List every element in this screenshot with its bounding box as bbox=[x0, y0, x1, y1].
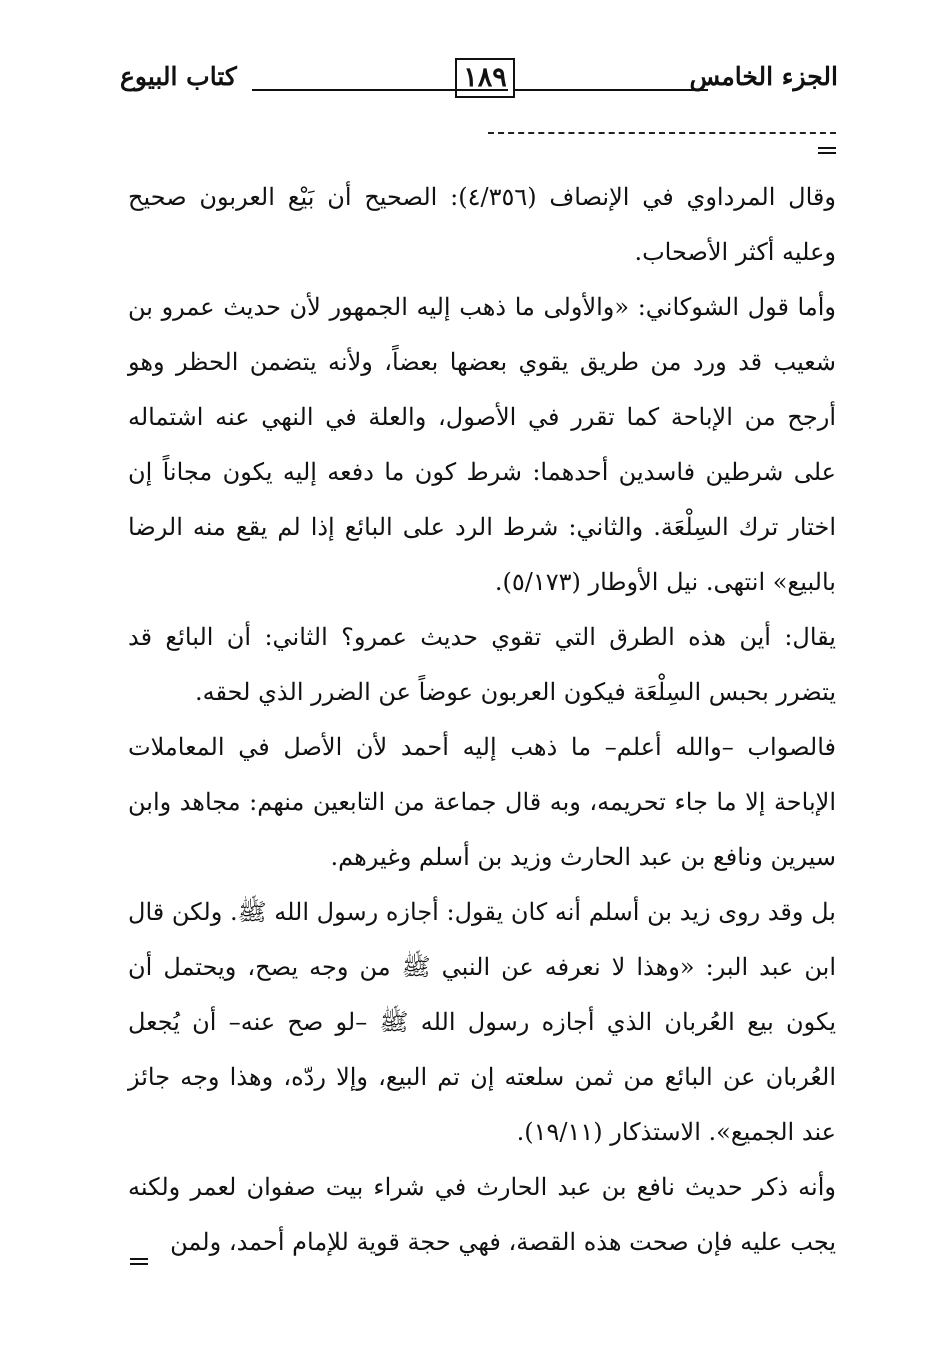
page-number: ١٨٩ bbox=[463, 62, 507, 93]
header-part-title: الجزء الخامس bbox=[689, 62, 838, 91]
paragraph: فالصواب –والله أعلم– ما ذهب إليه أحمد لأن الأصل في المعاملات الإباحة إلا ما جاء تحريمه، وبه قال جماعة من التابعين منهم: مجاهد وابن سيرين ونافع بن عبد الحارث وزيد بن أسلم وغيرهم. bbox=[128, 733, 836, 871]
paragraph: وأنه ذكر حديث نافع بن عبد الحارث في شراء بيت صفوان لعمر ولكنه يجب عليه فإن صحت هذه القصة، فهي حجة قوية للإمام أحمد، ولمن bbox=[128, 1173, 836, 1256]
paragraph: يقال: أين هذه الطرق التي تقوي حديث عمرو؟ الثاني: أن البائع قد يتضرر بحبس السِلْعَة فيكون العربون عوضاً عن الضرر الذي لحقه. bbox=[128, 623, 836, 706]
header-book-title: كتاب البيوع bbox=[120, 62, 237, 91]
page-number-box bbox=[455, 58, 515, 98]
paragraph: بل وقد روى زيد بن أسلم أنه كان يقول: أجازه رسول الله ﷺ. ولكن قال ابن عبد البر: «وهذا لا نعرفه عن النبي ﷺ من وجه يصح، ويحتمل أن يكون بيع العُربان الذي أجازه رسول الله ﷺ –لو صح عنه– أن يُجعل العُربان عن البائع من ثمن سلعته إن تم البيع، وإلا ردّه، وهذا وجه جائز عند الجميع». الاستذكار (١٩/١١). bbox=[128, 898, 836, 1146]
header-rule-left bbox=[252, 89, 508, 91]
bottom-double-rule-mark bbox=[130, 1258, 148, 1265]
header-rule-right bbox=[515, 89, 708, 91]
paragraph: وقال المرداوي في الإنصاف (٤/٣٥٦): الصحيح أن بَيْع العربون صحيح وعليه أكثر الأصحاب. bbox=[128, 183, 836, 266]
separator-dashed-rule bbox=[488, 132, 836, 134]
page-body-text bbox=[128, 170, 836, 1270]
top-double-rule-mark bbox=[818, 147, 836, 154]
paragraph: وأما قول الشوكاني: «والأولى ما ذهب إليه الجمهور لأن حديث عمرو بن شعيب قد ورد من طريق يقوي بعضها بعضاً، ولأنه يتضمن الحظر وهو أرجح من الإباحة كما تقرر في الأصول، والعلة في النهي عنه اشتماله على شرطين فاسدين أحدهما: شرط كون ما دفعه إليه يكون مجاناً إن اختار ترك السِلْعَة. والثاني: شرط الرد على البائع إذا لم يقع منه الرضا بالبيع» انتهى. نيل الأوطار (٥/١٧٣). bbox=[128, 293, 836, 596]
running-header bbox=[120, 56, 838, 104]
